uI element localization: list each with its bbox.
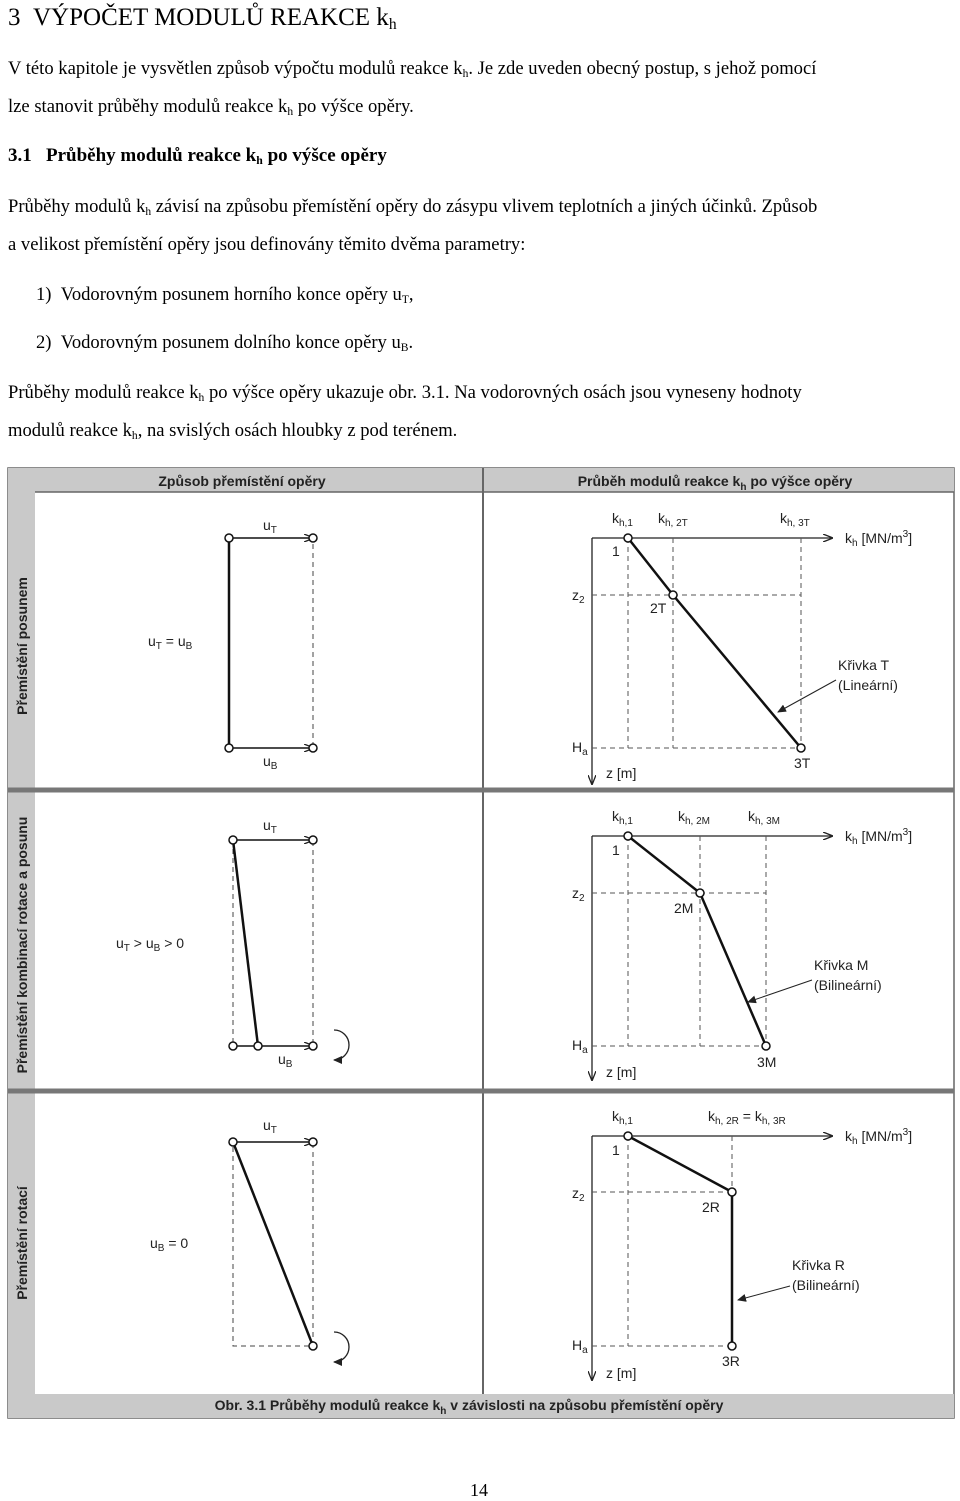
- svg-text:kh, 3M: $k_{h, 3M}$: [748, 808, 781, 827]
- svg-text:3M: 3M: [757, 1054, 777, 1070]
- para1-line-2: a velikost přemístění opěry jsou definovány těmito dvěma parametry:: [8, 234, 526, 255]
- svg-text:z [m]: z [m]: [606, 1064, 637, 1080]
- row-label-rotaci: Přemístění rotací: [14, 1186, 30, 1300]
- svg-text:z [m]: z [m]: [606, 765, 637, 781]
- svg-text:kh [MN/m3]: $k_h$ $[MN/m^3]$: [845, 1127, 913, 1147]
- svg-text:Ha: $H_a$: [572, 739, 588, 758]
- section-heading: 3.1 Průběhy modulů reakce $k_h$ po výšce opěry: [8, 145, 387, 167]
- svg-text:3T: 3T: [794, 755, 811, 771]
- svg-text:1: 1: [612, 1142, 620, 1158]
- svg-text:kh,1: $k_{h,1}$: [612, 808, 633, 827]
- svg-text:Křivka R: Křivka R: [792, 1257, 845, 1273]
- uT-label: $u_T$: [263, 817, 277, 836]
- svg-text:Ha: $H_a$: [572, 1337, 588, 1356]
- svg-text:1: 1: [612, 842, 620, 858]
- uT-label: $u_T$: [263, 1117, 277, 1136]
- svg-text:kh,1: $k_{h,1}$: [612, 510, 633, 529]
- svg-text:3R: 3R: [722, 1353, 740, 1369]
- row-label-posunem: Přemístění posunem: [14, 577, 30, 715]
- para1-line-1: Průběhy modulů $k_h$ závisí na způsobu přemístění opěry do zásypu vlivem teplotních a jiných účinků. Způsob: [8, 196, 818, 218]
- svg-text:z2: $z_2$: [572, 1185, 585, 1204]
- figure-3-1: [0, 460, 960, 1425]
- intro-line-1: V této kapitole je vysvětlen způsob výpočtu modulů reakce $k_h$. Je zde uveden obecný postup, s jehož pomocí: [8, 58, 817, 80]
- point-3M: [762, 1042, 770, 1050]
- condition-label: $u_T = u_B$: [148, 633, 193, 652]
- row-label-kombinace: Přemístění kombinací rotace a posunu: [14, 816, 30, 1074]
- svg-text:2T: 2T: [650, 600, 667, 616]
- header-left: Způsob přemístění opěry: [158, 473, 326, 489]
- svg-text:kh, 3T: $k_{h, 3T}$: [780, 510, 810, 529]
- svg-text:kh [MN/m3]: $k_h$ $[MN/m^3]$: [845, 827, 913, 847]
- svg-text:(Lineární): (Lineární): [838, 677, 898, 693]
- svg-text:z [m]: z [m]: [606, 1365, 637, 1381]
- condition-label: $u_B = 0$: [150, 1235, 189, 1254]
- svg-text:Ha: $H_a$: [572, 1037, 588, 1056]
- list-item: 2) Vodorovným posunem dolního konce opěry $u_B$.: [36, 332, 414, 354]
- point-1: [624, 832, 632, 840]
- point-2M: [696, 889, 704, 897]
- svg-text:Křivka M: Křivka M: [814, 957, 869, 973]
- point-1: [624, 534, 632, 542]
- para2-line-1: Průběhy modulů reakce $k_h$ po výšce opěry ukazuje obr. 3.1. Na vodorovných osách jsou vyneseny hodnoty: [8, 382, 802, 404]
- chapter-heading: 3 VÝPOČET MODULŮ REAKCE $k_h$: [8, 4, 397, 33]
- uB-label: $u_B$: [263, 753, 278, 772]
- point-1: [624, 1132, 632, 1140]
- svg-text:kh, 2T: $k_{h, 2T}$: [658, 510, 688, 529]
- svg-text:z2: $z_2$: [572, 587, 585, 606]
- uT-label: $u_T$: [263, 517, 277, 536]
- svg-text:2M: 2M: [674, 900, 694, 916]
- svg-text:Křivka T: Křivka T: [838, 657, 890, 673]
- intro-line-2: lze stanovit průběhy modulů reakce $k_h$ po výšce opěry.: [8, 96, 414, 118]
- figure-caption: Obr. 3.1 Průběhy modulů reakce $k_h$ v závislosti na způsobu přemístění opěry: [214, 1397, 724, 1417]
- point-3T: [797, 744, 805, 752]
- condition-label: $u_T > u_B > 0$: [116, 935, 185, 954]
- point-2T: [669, 591, 677, 599]
- svg-text:kh, 2R = kh, 3R: $k_{h, 2R} = k_{h, 3R}$: [708, 1108, 786, 1127]
- svg-text:1: 1: [612, 543, 620, 559]
- point-2R: [728, 1188, 736, 1196]
- svg-text:2R: 2R: [702, 1199, 720, 1215]
- svg-text:kh [MN/m3]: $k_h$ $[MN/m^3]$: [845, 529, 913, 549]
- svg-text:z2: $z_2$: [572, 885, 585, 904]
- svg-text:kh,1: $k_{h,1}$: [612, 1108, 633, 1127]
- para2-line-2: modulů reakce $k_h$, na svislých osách hloubky z pod terénem.: [8, 420, 458, 442]
- point-3R: [728, 1342, 736, 1350]
- list-item: 1) Vodorovným posunem horního konce opěry $u_T$,: [36, 284, 414, 306]
- page-number: 14: [470, 1480, 488, 1500]
- uB-label: $u_B$: [278, 1051, 293, 1070]
- svg-text:(Bilineární): (Bilineární): [814, 977, 882, 993]
- svg-text:kh, 2M: $k_{h, 2M}$: [678, 808, 711, 827]
- header-right: Průběh modulů reakce $k_h$ po výšce opěry: [577, 473, 853, 493]
- svg-text:(Bilineární): (Bilineární): [792, 1277, 860, 1293]
